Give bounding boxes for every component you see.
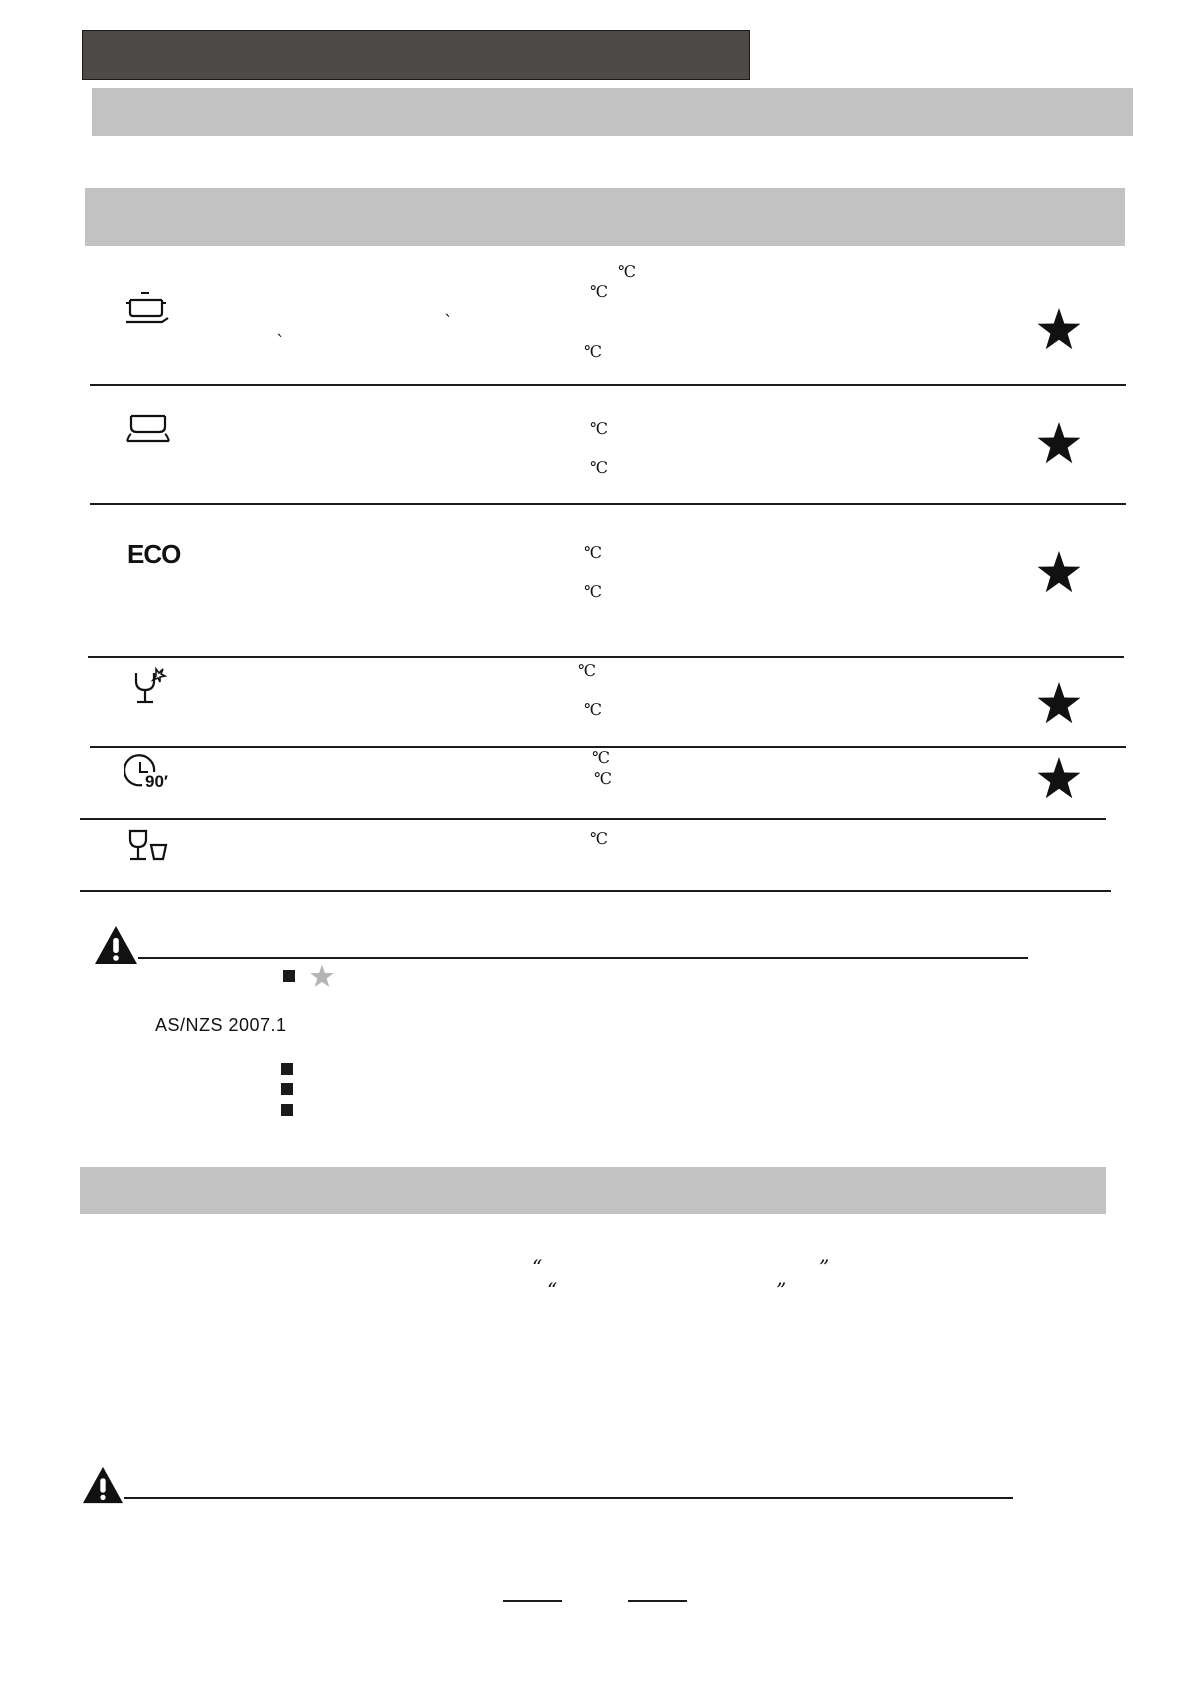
open-quote-mark: “ (532, 1255, 543, 1279)
underline-mark (503, 1600, 562, 1602)
star-icon (1037, 421, 1081, 465)
eco-icon: ECO (127, 539, 181, 569)
degree-symbol: ℃ (592, 748, 610, 767)
degree-symbol: ℃ (594, 769, 612, 788)
backtick-mark: ` (276, 332, 285, 353)
star-icon (1037, 681, 1081, 725)
note-rule (138, 957, 1028, 959)
underline-mark (628, 1600, 687, 1602)
star-icon (1037, 307, 1081, 351)
open-quote-mark: “ (547, 1278, 558, 1302)
glass-cup-icon (127, 829, 171, 867)
bullet-square-icon (283, 970, 295, 982)
star-icon (1037, 550, 1081, 594)
star-icon (1037, 756, 1081, 800)
degree-symbol: ℃ (590, 419, 608, 438)
clock-90-label: 90′ (145, 772, 168, 791)
table-bottom-line (80, 890, 1111, 892)
row-divider (80, 818, 1106, 820)
degree-symbol: ℃ (618, 262, 636, 281)
standard-reference: AS/NZS 2007.1 (155, 1015, 287, 1035)
bowl-icon (126, 412, 172, 446)
warning-rule (124, 1497, 1013, 1499)
row-divider (90, 503, 1126, 505)
close-quote-mark: ” (819, 1255, 830, 1279)
degree-symbol: ℃ (584, 582, 602, 601)
bullet-square-icon (281, 1104, 293, 1116)
bullet-square-icon (281, 1083, 293, 1095)
degree-symbol: ℃ (578, 661, 596, 680)
subsection-title-bar (92, 88, 1133, 136)
bullet-square-icon (281, 1063, 293, 1075)
row-divider (88, 656, 1124, 658)
warning-icon (94, 925, 138, 965)
table-header-bar (85, 188, 1125, 246)
degree-symbol: ℃ (590, 282, 608, 301)
section-header-bar (80, 1167, 1106, 1214)
close-quote-mark: ” (776, 1278, 787, 1302)
warning-icon (82, 1465, 124, 1505)
backtick-mark: ` (444, 312, 453, 333)
sparkle-glass-icon (132, 667, 168, 707)
star-legend-icon (310, 964, 334, 988)
section-title-bar (82, 30, 750, 80)
degree-symbol: ℃ (584, 700, 602, 719)
row-divider (90, 384, 1126, 386)
pot-icon (124, 290, 176, 326)
degree-symbol: ℃ (590, 458, 608, 477)
degree-symbol: ℃ (590, 829, 608, 848)
degree-symbol: ℃ (584, 342, 602, 361)
degree-symbol: ℃ (584, 543, 602, 562)
